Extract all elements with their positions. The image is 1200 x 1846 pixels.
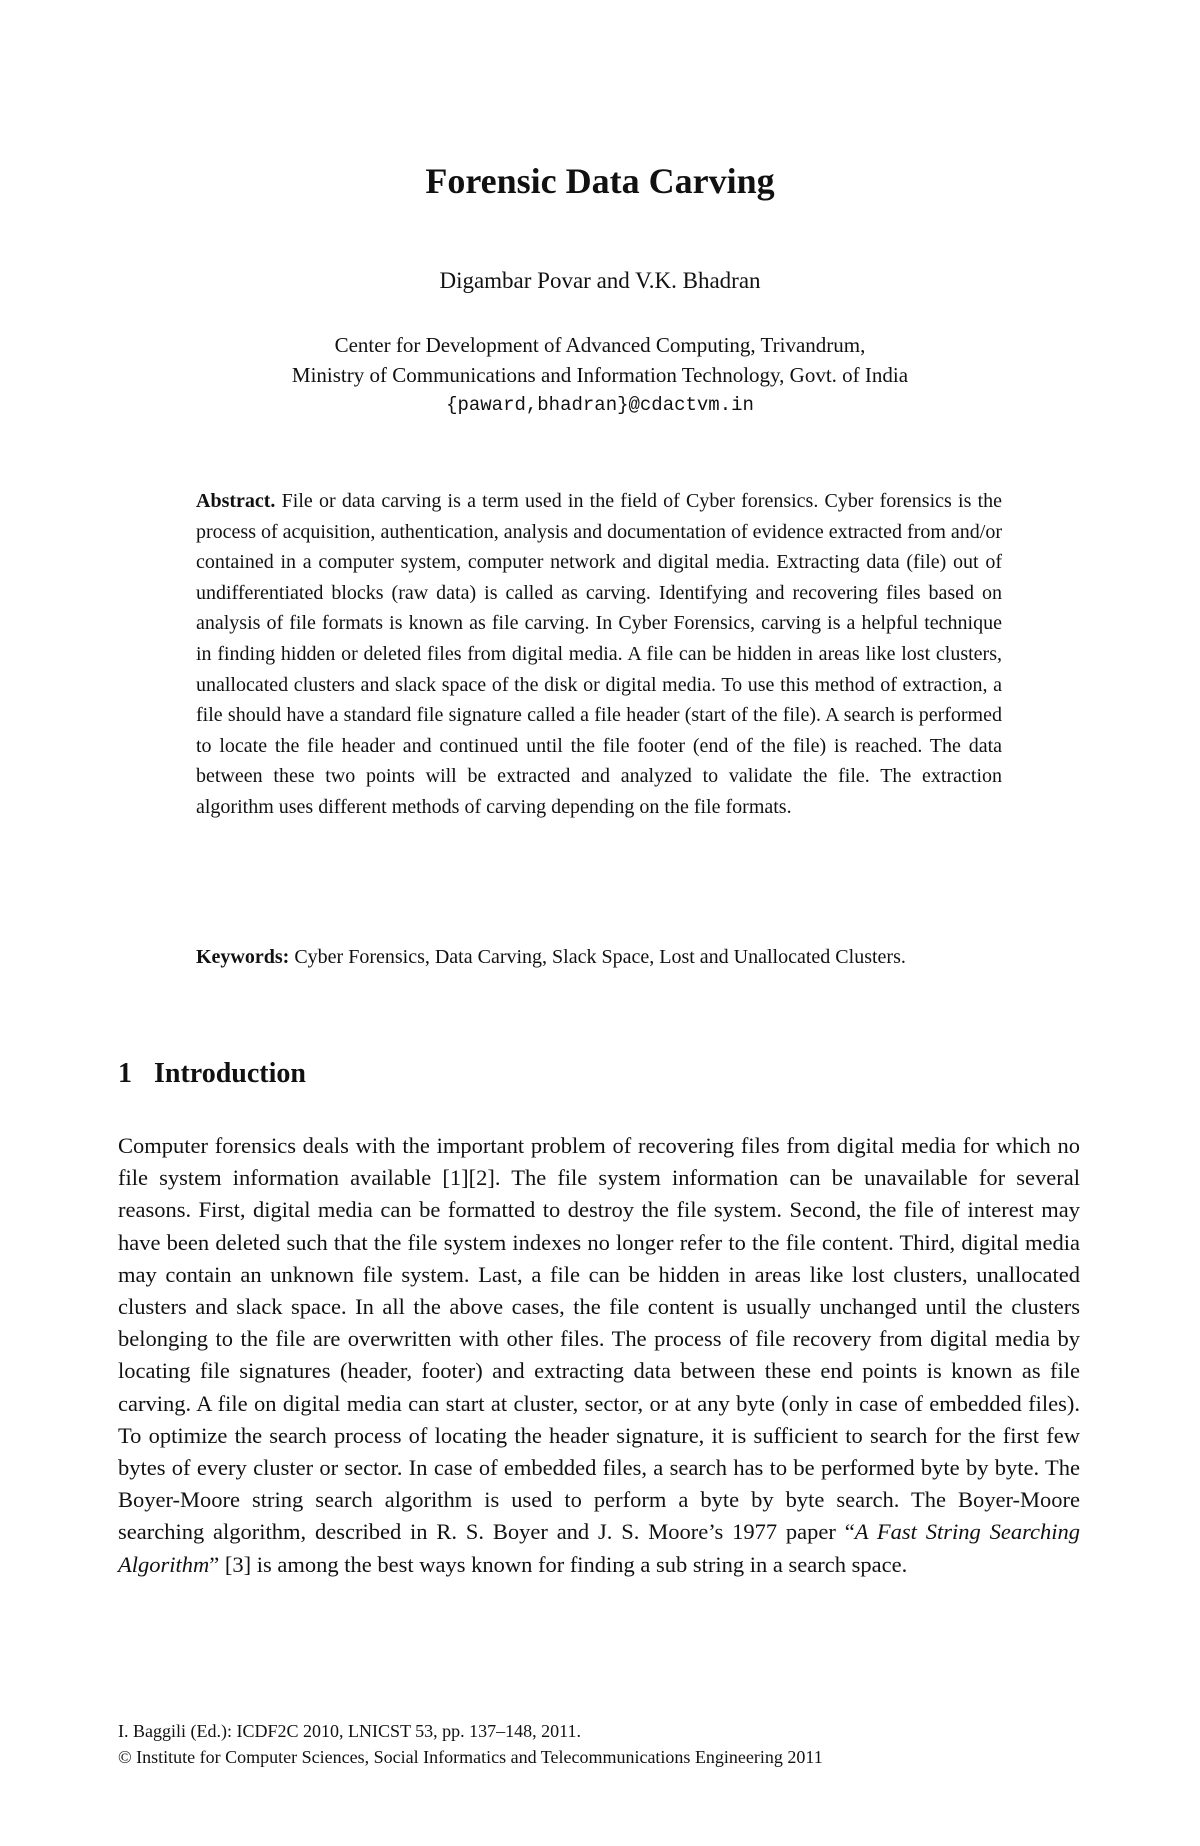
introduction-text-part-2: ” [3] is among the best ways known for finding a sub string in a search space. <box>209 1551 908 1577</box>
footnote-line-2: © Institute for Computer Sciences, Social Informatics and Telecommunications Engineering 2011 <box>118 1747 823 1767</box>
paper-authors: Digambar Povar and V.K. Bhadran <box>439 268 761 293</box>
abstract <box>196 486 1002 823</box>
author-affiliation <box>0 330 1200 420</box>
cited-paper-title: A Fast String Searching Algorithm <box>118 1519 1080 1577</box>
footnote-line-1: I. Baggili (Ed.): ICDF2C 2010, LNICST 53, pp. 137–148, 2011. <box>118 1721 581 1741</box>
keywords <box>196 942 1002 973</box>
affiliation-line-1: Center for Development of Advanced Computing, Trivandrum, <box>334 333 866 357</box>
section-number: 1 <box>118 1058 132 1089</box>
abstract-text: File or data carving is a term used in the field of Cyber forensics. Cyber forensics is the process of acquisition, authentication, analysis and documentation of evidence extracted from and/or contained in a computer system, computer network and digital media. Extracting data (file) out of undifferentiated blocks (raw data) is called as carving. Identifying and recovering files based on analysis of file formats is known as file carving. In Cyber Forensics, carving is a helpful technique in finding hidden or deleted files from digital media. A file can be hidden in areas like lost clusters, unallocated clusters and slack space of the disk or digital media. To use this method of extraction, a file should have a standard file signature called a file header (start of the file). A search is performed to locate the file header and continued until the file footer (end of the file) is reached. The data between these two points will be extracted and analyzed to validate the file. The extraction algorithm uses different methods of carving depending on the file formats. <box>196 490 1003 818</box>
section-title: Introduction <box>154 1058 306 1089</box>
publication-footnote <box>118 1718 1080 1770</box>
abstract-label: Abstract. <box>196 490 276 512</box>
section-heading-introduction <box>118 1058 306 1090</box>
keywords-text: Cyber Forensics, Data Carving, Slack Space, Lost and Unallocated Clusters. <box>294 946 906 968</box>
introduction-text-part-1: Computer forensics deals with the important problem of recovering files from digital media for which no file system information available [1][2]. The file system information can be unavailable for several reasons. First, digital media can be formatted to destroy the file system. Second, the file of interest may have been deleted such that the file system indexes no longer refer to the file content. Third, digital media may contain an unknown file system. Last, a file can be hidden in areas like lost clusters, unallocated clusters and slack space. In all the above cases, the file content is usually unchanged until the clusters belonging to the file are overwritten with other files. The process of file recovery from digital media by locating file signatures (header, footer) and extracting data between these end points is known as file carving. A file on digital media can start at cluster, sector, or at any byte (only in case of embedded files). To optimize the search process of locating the header signature, it is sufficient to search for the first few bytes of every cluster or sector. In case of embedded files, a search has to be performed byte by byte. The Boyer-Moore string search algorithm is used to perform a byte by byte search. The Boyer-Moore searching algorithm, described in R. S. Boyer and J. S. Moore’s 1977 paper “ <box>118 1133 1080 1545</box>
affiliation-line-2: Ministry of Communications and Information Technology, Govt. of India <box>291 363 909 387</box>
introduction-paragraph <box>118 1130 1080 1581</box>
keywords-label: Keywords: <box>196 946 290 968</box>
author-email: {paward,bhadran}@cdactvm.in <box>446 394 754 416</box>
paper-title: Forensic Data Carving <box>425 161 775 201</box>
